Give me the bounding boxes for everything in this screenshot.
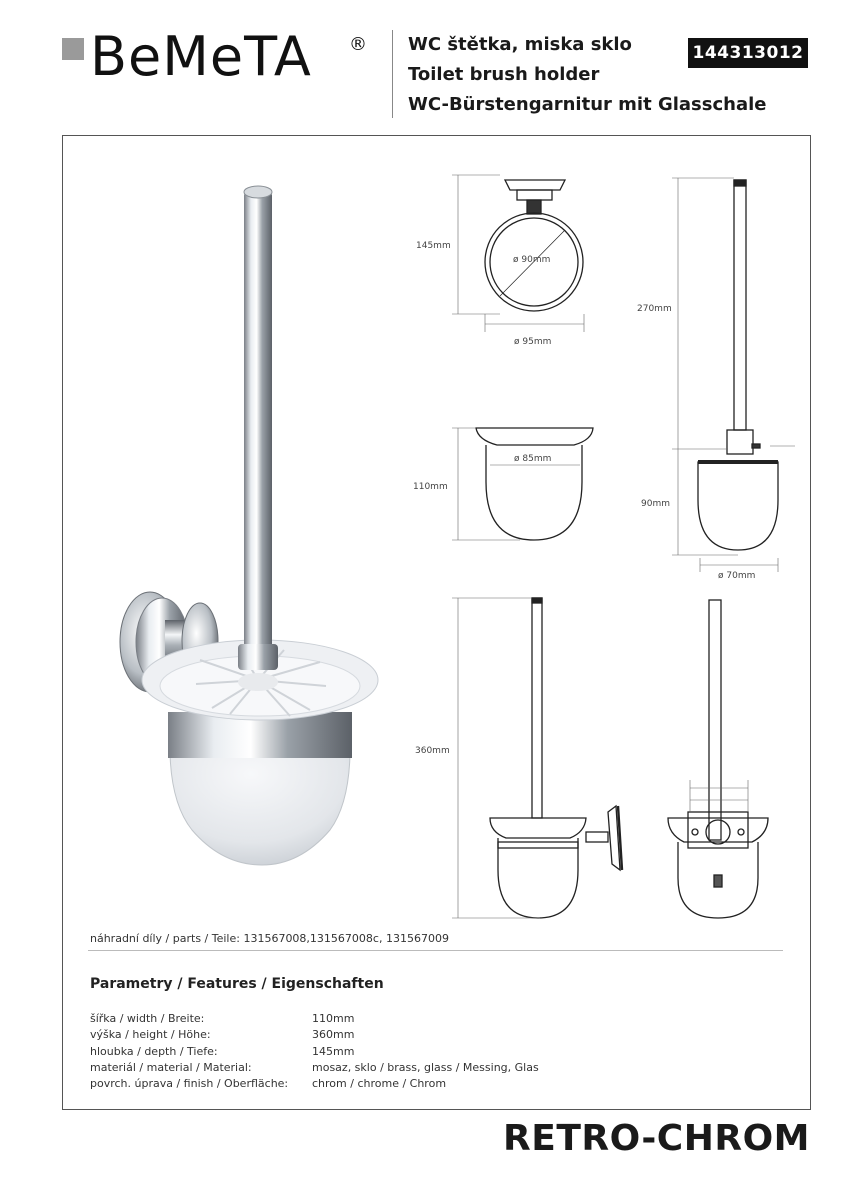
series-name: RETRO-CHROM (503, 1118, 810, 1159)
dim-brush-head-height: 90mm (641, 499, 670, 509)
dim-handle-length: 270mm (637, 304, 672, 314)
registered-mark: ® (349, 34, 367, 55)
spare-parts-line: náhradní díly / parts / Teile: 131567008,131567008c, 131567009 (90, 932, 449, 945)
title-german: WC-Bürstengarnitur mit Glasschale (408, 94, 767, 115)
product-photo (120, 186, 378, 865)
feature-row: výška / height / Höhe: 360mm (90, 1028, 355, 1042)
product-code-badge: 144313012 (688, 38, 808, 68)
feature-row: hloubka / depth / Tiefe: 145mm (90, 1044, 355, 1058)
dim-total-height: 360mm (415, 746, 450, 756)
parts-divider (88, 950, 783, 951)
dim-ring-inner: ø 90mm (513, 255, 551, 265)
feature-row: šířka / width / Breite: 110mm (90, 1012, 355, 1025)
features-heading: Parametry / Features / Eigenschaften (90, 976, 384, 992)
brand-logo: BeMeTA (90, 25, 312, 88)
features-table (90, 1011, 539, 1092)
feature-row: povrch. úprava / finish / Oberfläche: chrom / chrome / Chrom (90, 1077, 447, 1091)
title-english: Toilet brush holder (408, 64, 600, 85)
dim-bowl-height: 110mm (413, 482, 448, 492)
dim-bowl-diameter: ø 85mm (514, 454, 552, 464)
technical-drawings (452, 175, 795, 918)
title-czech: WC štětka, miska sklo (408, 34, 632, 55)
dim-ring-height: 145mm (416, 241, 451, 251)
feature-row: materiál / material / Material: mosaz, sklo / brass, glass / Messing, Glas (90, 1060, 539, 1074)
dim-brush-head-diameter: ø 70mm (718, 571, 756, 581)
dim-ring-outer: ø 95mm (514, 337, 552, 347)
